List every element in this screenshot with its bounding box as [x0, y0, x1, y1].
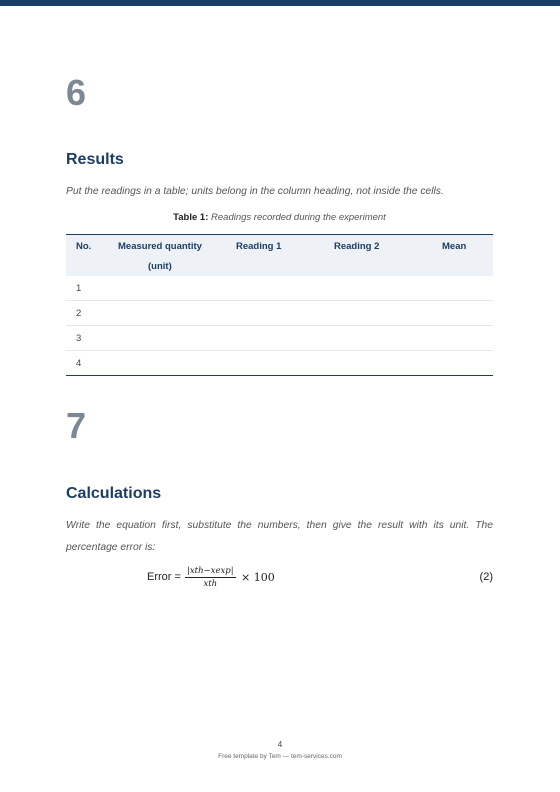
cell-reading-2: [334, 326, 442, 351]
cell-no: 2: [66, 301, 118, 326]
cell-reading-1: [236, 326, 334, 351]
readings-table: [66, 234, 493, 376]
cell-mean: [442, 351, 493, 376]
table-header-row: [66, 235, 493, 277]
cell-measured: [118, 276, 236, 301]
results-paragraph: Put the readings in a table; units belong in the column heading, not inside the cells.: [66, 186, 444, 197]
equation-number: (2): [479, 571, 493, 583]
section-title-calculations: Calculations: [66, 485, 162, 502]
table-row: [66, 326, 493, 351]
header-unit: (unit): [148, 261, 172, 272]
header-reading-1: Reading 1: [236, 235, 334, 277]
equation-denominator: xth: [203, 579, 218, 589]
cell-mean: [442, 276, 493, 301]
cell-reading-1: [236, 276, 334, 301]
header-reading-2: Reading 2: [334, 235, 442, 277]
cell-measured: [118, 301, 236, 326]
cell-mean: [442, 301, 493, 326]
cell-measured: [118, 351, 236, 376]
cell-no: 3: [66, 326, 118, 351]
cell-reading-1: [236, 351, 334, 376]
top-accent-bar: [0, 0, 560, 6]
equation-lhs: Error =: [147, 571, 181, 583]
percentage-error-equation: [147, 566, 493, 592]
table-caption: [66, 212, 493, 223]
table-caption-label: Table 1:: [173, 212, 209, 223]
chapter-number: 6: [66, 72, 87, 113]
page-number: 4: [277, 740, 283, 749]
header-no: No.: [66, 235, 118, 277]
cell-measured: [118, 326, 236, 351]
section-title-results: Results: [66, 151, 124, 168]
table-row: [66, 301, 493, 326]
cell-no: 4: [66, 351, 118, 376]
equation-numerator: |xth−xexp|: [187, 566, 234, 576]
table-caption-text: Readings recorded during the experiment: [211, 212, 386, 223]
cell-reading-1: [236, 301, 334, 326]
table-row: [66, 351, 493, 376]
header-measured-quantity: Measured quantity (unit): [118, 235, 236, 277]
table-row: [66, 276, 493, 301]
footer-credit: Free template by Tem — tem-services.com: [218, 753, 342, 760]
equation-fraction: [185, 566, 236, 589]
chapter-number: 7: [66, 405, 87, 446]
equation-rhs: × 100: [241, 571, 275, 584]
cell-reading-2: [334, 351, 442, 376]
cell-no: 1: [66, 276, 118, 301]
cell-reading-2: [334, 276, 442, 301]
cell-mean: [442, 326, 493, 351]
calculations-paragraph: Write the equation first, substitute the numbers, then give the result with its unit. The percentage error is:: [66, 520, 493, 553]
header-mean: Mean: [442, 235, 493, 277]
cell-reading-2: [334, 301, 442, 326]
